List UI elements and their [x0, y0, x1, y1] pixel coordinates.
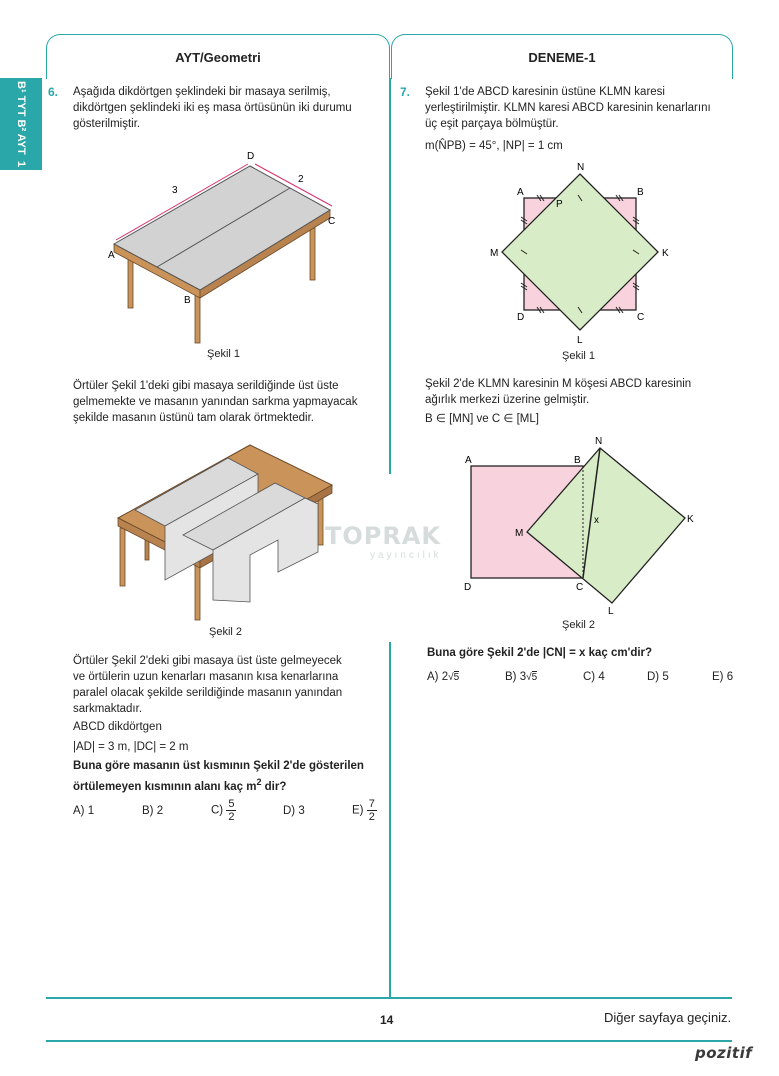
q7-option-a[interactable]: A) 2√5 — [427, 671, 460, 683]
q7-fig1-label-k: K — [662, 248, 669, 259]
column-divider-lower — [389, 642, 391, 997]
q6-option-b[interactable]: B) 2 — [142, 805, 164, 817]
q7-fig1-label-l: L — [577, 335, 583, 346]
q7-fig2-label-a: A — [465, 455, 472, 466]
footer-rule-top — [46, 997, 732, 999]
q6-given2: |AD| = 3 m, |DC| = 2 m — [73, 741, 189, 753]
q7-fig2-label-b: B — [574, 455, 581, 466]
watermark — [325, 522, 442, 561]
side-tab — [0, 78, 42, 170]
q6-fig1-label-b: B — [184, 295, 191, 306]
q7-fig1-label-p: P — [556, 199, 563, 210]
q7-question: Buna göre Şekil 2'de |CN| = x kaç cm'dir? — [427, 647, 653, 659]
q7-figure-1 — [480, 160, 680, 350]
q7-fig2-label-m: M — [515, 528, 524, 539]
q6-option-d[interactable]: D) 3 — [283, 805, 305, 817]
header-left-title: AYT/Geometri — [175, 49, 261, 65]
brand-logo: pozitif — [695, 1044, 753, 1062]
q6-figure-1 — [100, 148, 350, 348]
q6-option-c[interactable]: C) $\frac{5}{2}$ — [211, 798, 235, 823]
q7-fig2-label-d: D — [464, 582, 472, 593]
column-divider — [389, 78, 391, 474]
q7-fig2-label-x: x — [594, 515, 599, 526]
q7-option-d[interactable]: D) 5 — [647, 671, 669, 683]
q6-fig1-label-3: 3 — [172, 185, 178, 196]
q7-fig2-label-l: L — [608, 606, 614, 617]
header-left — [46, 34, 390, 79]
q6-intro: Aşağıda dikdörtgen şeklindeki bir masaya serilmiş, dikdörtgen şeklindeki iki eş masa örtüsünün iki durumu gösterilmiştir. — [73, 86, 352, 130]
header-right-title: DENEME-1 — [528, 49, 596, 65]
watermark-main: TOPRAK — [325, 522, 442, 550]
q7-option-e[interactable]: E) 6 — [712, 671, 734, 683]
q7-fig2-label-n: N — [595, 436, 603, 447]
header-right — [391, 34, 733, 79]
q7-fig2-label-k: K — [687, 514, 694, 525]
q7-fig1-caption: Şekil 1 — [562, 350, 596, 362]
footer-rule-bottom — [46, 1040, 732, 1042]
q7-fig2-label-c: C — [576, 582, 584, 593]
next-page-note: Diğer sayfaya geçiniz. — [604, 1010, 732, 1025]
q6-fig1-label-a: A — [108, 250, 115, 261]
q7-fig1-label-d: D — [517, 312, 525, 323]
q7-given: m(N̂PB) = 45°, |NP| = 1 cm — [425, 140, 563, 152]
q7-intro: Şekil 1'de ABCD karesinin üstüne KLMN karesi yerleştirilmiştir. KLMN karesi ABCD karesinin kenarlarını üç eşit parçaya bölmüştür. — [425, 86, 711, 130]
q6-fig1-label-2: 2 — [298, 174, 304, 185]
q6-given1: ABCD dikdörtgen — [73, 721, 162, 733]
q7-para: Şekil 2'de KLMN karesinin M köşesi ABCD karesinin ağırlık merkezi üzerine gelmiştir. — [425, 378, 692, 406]
q6-fig1-label-c: C — [328, 216, 336, 227]
q7-fig1-label-b: B — [637, 187, 644, 198]
q7-figure-2 — [455, 430, 705, 620]
q6-fig1-label-d: D — [247, 151, 255, 162]
q6-figure-2 — [110, 440, 340, 625]
page-number: 14 — [380, 1013, 394, 1027]
q6-para2: Örtüler Şekil 2'deki gibi masaya üst üste gelmeyecek ve örtülerin uzun kenarları masanın kısa kenarlarına paralel olacak şekilde serildiğinde masanın yanından sarkmaktadır. — [73, 655, 343, 715]
q6-fig1-caption: Şekil 1 — [207, 348, 241, 360]
q7-fig1-label-c: C — [637, 312, 645, 323]
q7-number: 7. — [400, 85, 411, 99]
q7-fig1-label-a: A — [517, 187, 524, 198]
q6-para1: Örtüler Şekil 1'deki gibi masaya serildiğinde üst üste gelmemekte ve masanın yanından sarkma yapmayacak şekilde masanın üstünü tam olarak örtmektedir. — [73, 380, 358, 424]
q6-fig2-caption: Şekil 2 — [209, 626, 243, 638]
q7-fig1-label-m: M — [490, 248, 499, 259]
q7-option-b[interactable]: B) 3√5 — [505, 671, 538, 683]
side-tab-label: B¹ TYT B² AYT 1 — [15, 81, 27, 167]
watermark-sub: yayıncılık — [370, 550, 442, 561]
q6-question: Buna göre masanın üst kısmının Şekil 2'de gösterilen örtülemeyen kısmının alanı kaç $m^2$ dir? — [73, 760, 364, 793]
q6-number: 6. — [48, 85, 59, 99]
q6-option-e[interactable]: E) $\frac{7}{2}$ — [352, 798, 375, 823]
q7-fig1-label-n: N — [577, 162, 585, 173]
q7-option-c[interactable]: C) 4 — [583, 671, 605, 683]
q7-given2: B ∈ [MN] ve C ∈ [ML] — [425, 413, 539, 425]
q7-fig2-caption: Şekil 2 — [562, 619, 596, 631]
q6-option-a[interactable]: A) 1 — [73, 805, 95, 817]
